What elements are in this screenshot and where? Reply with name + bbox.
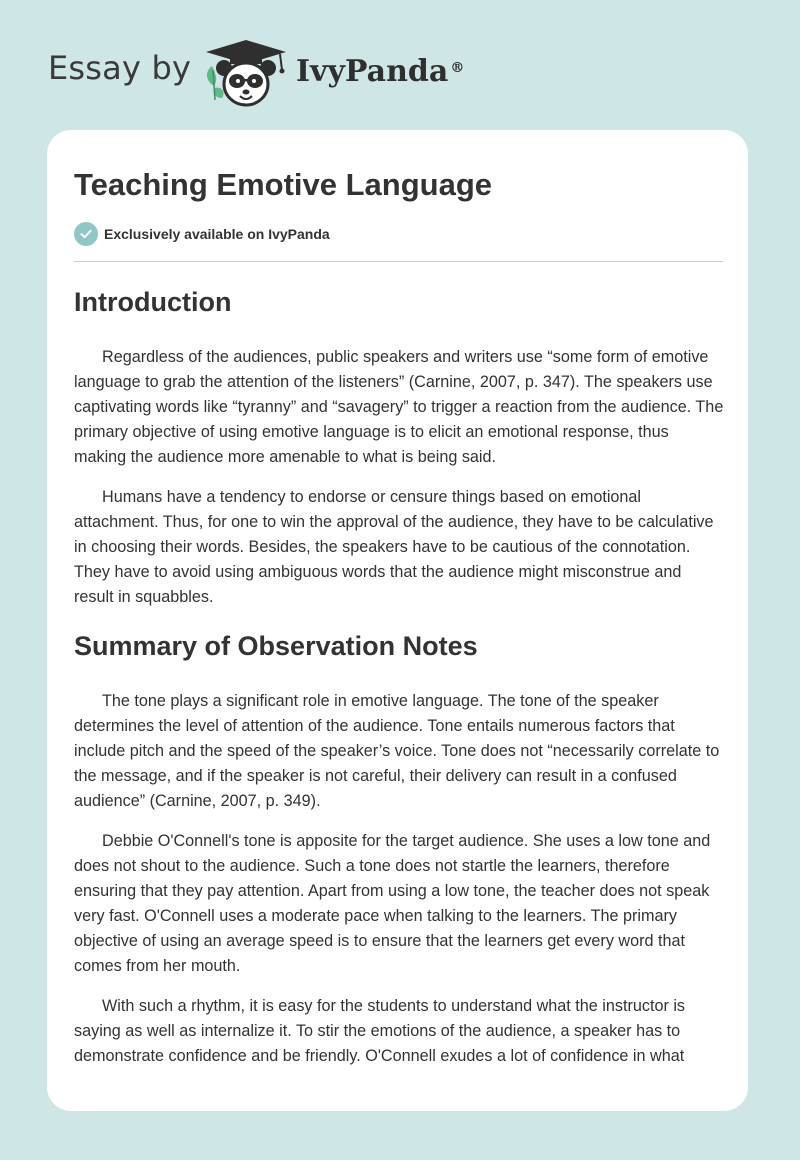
paragraph: With such a rhythm, it is easy for the students to understand what the instructor is saying as well as internalize it. To stir the emotions of the audience, a speaker has to demonstrate confidence and be friendly. O'Connell exudes a lot of confidence in what — [74, 997, 686, 1065]
title-divider — [74, 261, 723, 262]
paragraph: Debbie O'Connell's tone is apposite for the target audience. She uses a low tone and does not shout to the audience. Such a tone does not startle the learners, therefore ensuring that they pay attention. Apart from using a low tone, the teacher does not speak very fast. O'Connell uses a moderate pace when talking to the learners. The primary objective of using an average speed is to ensure that the learners get every word that comes from her mouth. — [74, 832, 711, 975]
essay-by-label: Essay by — [48, 49, 192, 87]
article-content — [74, 280, 724, 1069]
article-card — [47, 130, 748, 1111]
section-heading: Introduction — [74, 287, 232, 317]
section-introduction — [74, 280, 724, 610]
page-title: Teaching Emotive Language — [74, 167, 493, 202]
panda-graduate-icon[interactable] — [200, 36, 292, 108]
registered-mark: ® — [450, 60, 465, 76]
brand-name: IvyPanda — [296, 54, 449, 89]
exclusive-badge — [74, 222, 330, 246]
paragraph: Regardless of the audiences, public speakers and writers use “some form of emotive language to grab the attention of the listeners” (Carnine, 2007, p. 347). The speakers use captivating words like “tyranny” and “savagery” to trigger a reaction from the audience. The primary objective of using emotive language is to elicit an emotional response, thus making the audience more amenable to what is being said. — [74, 348, 724, 466]
site-header — [0, 0, 800, 120]
paragraph: Humans have a tendency to endorse or censure things based on emotional attachment. Thus, for one to win the approval of the audience, they have to be calculative in choosing their words. Besides, the speakers have to be cautious of the connotation. They have to avoid using ambiguous words that the audience might misconstrue and result in squabbles. — [74, 488, 714, 606]
brand-logo-text[interactable] — [296, 52, 464, 92]
paragraph: The tone plays a significant role in emotive language. The tone of the speaker determines the level of attention of the audience. Tone entails numerous factors that include pitch and the speed of the speaker’s voice. Tone does not “necessarily correlate to the message, and if the speaker is not careful, their delivery can result in a confused audience” (Carnine, 2007, p. 349). — [74, 692, 720, 810]
check-circle-icon — [74, 222, 98, 246]
exclusive-label: Exclusively available on IvyPanda — [104, 226, 330, 242]
section-summary-of-observation-notes — [74, 624, 724, 1069]
section-heading: Summary of Observation Notes — [74, 631, 478, 661]
